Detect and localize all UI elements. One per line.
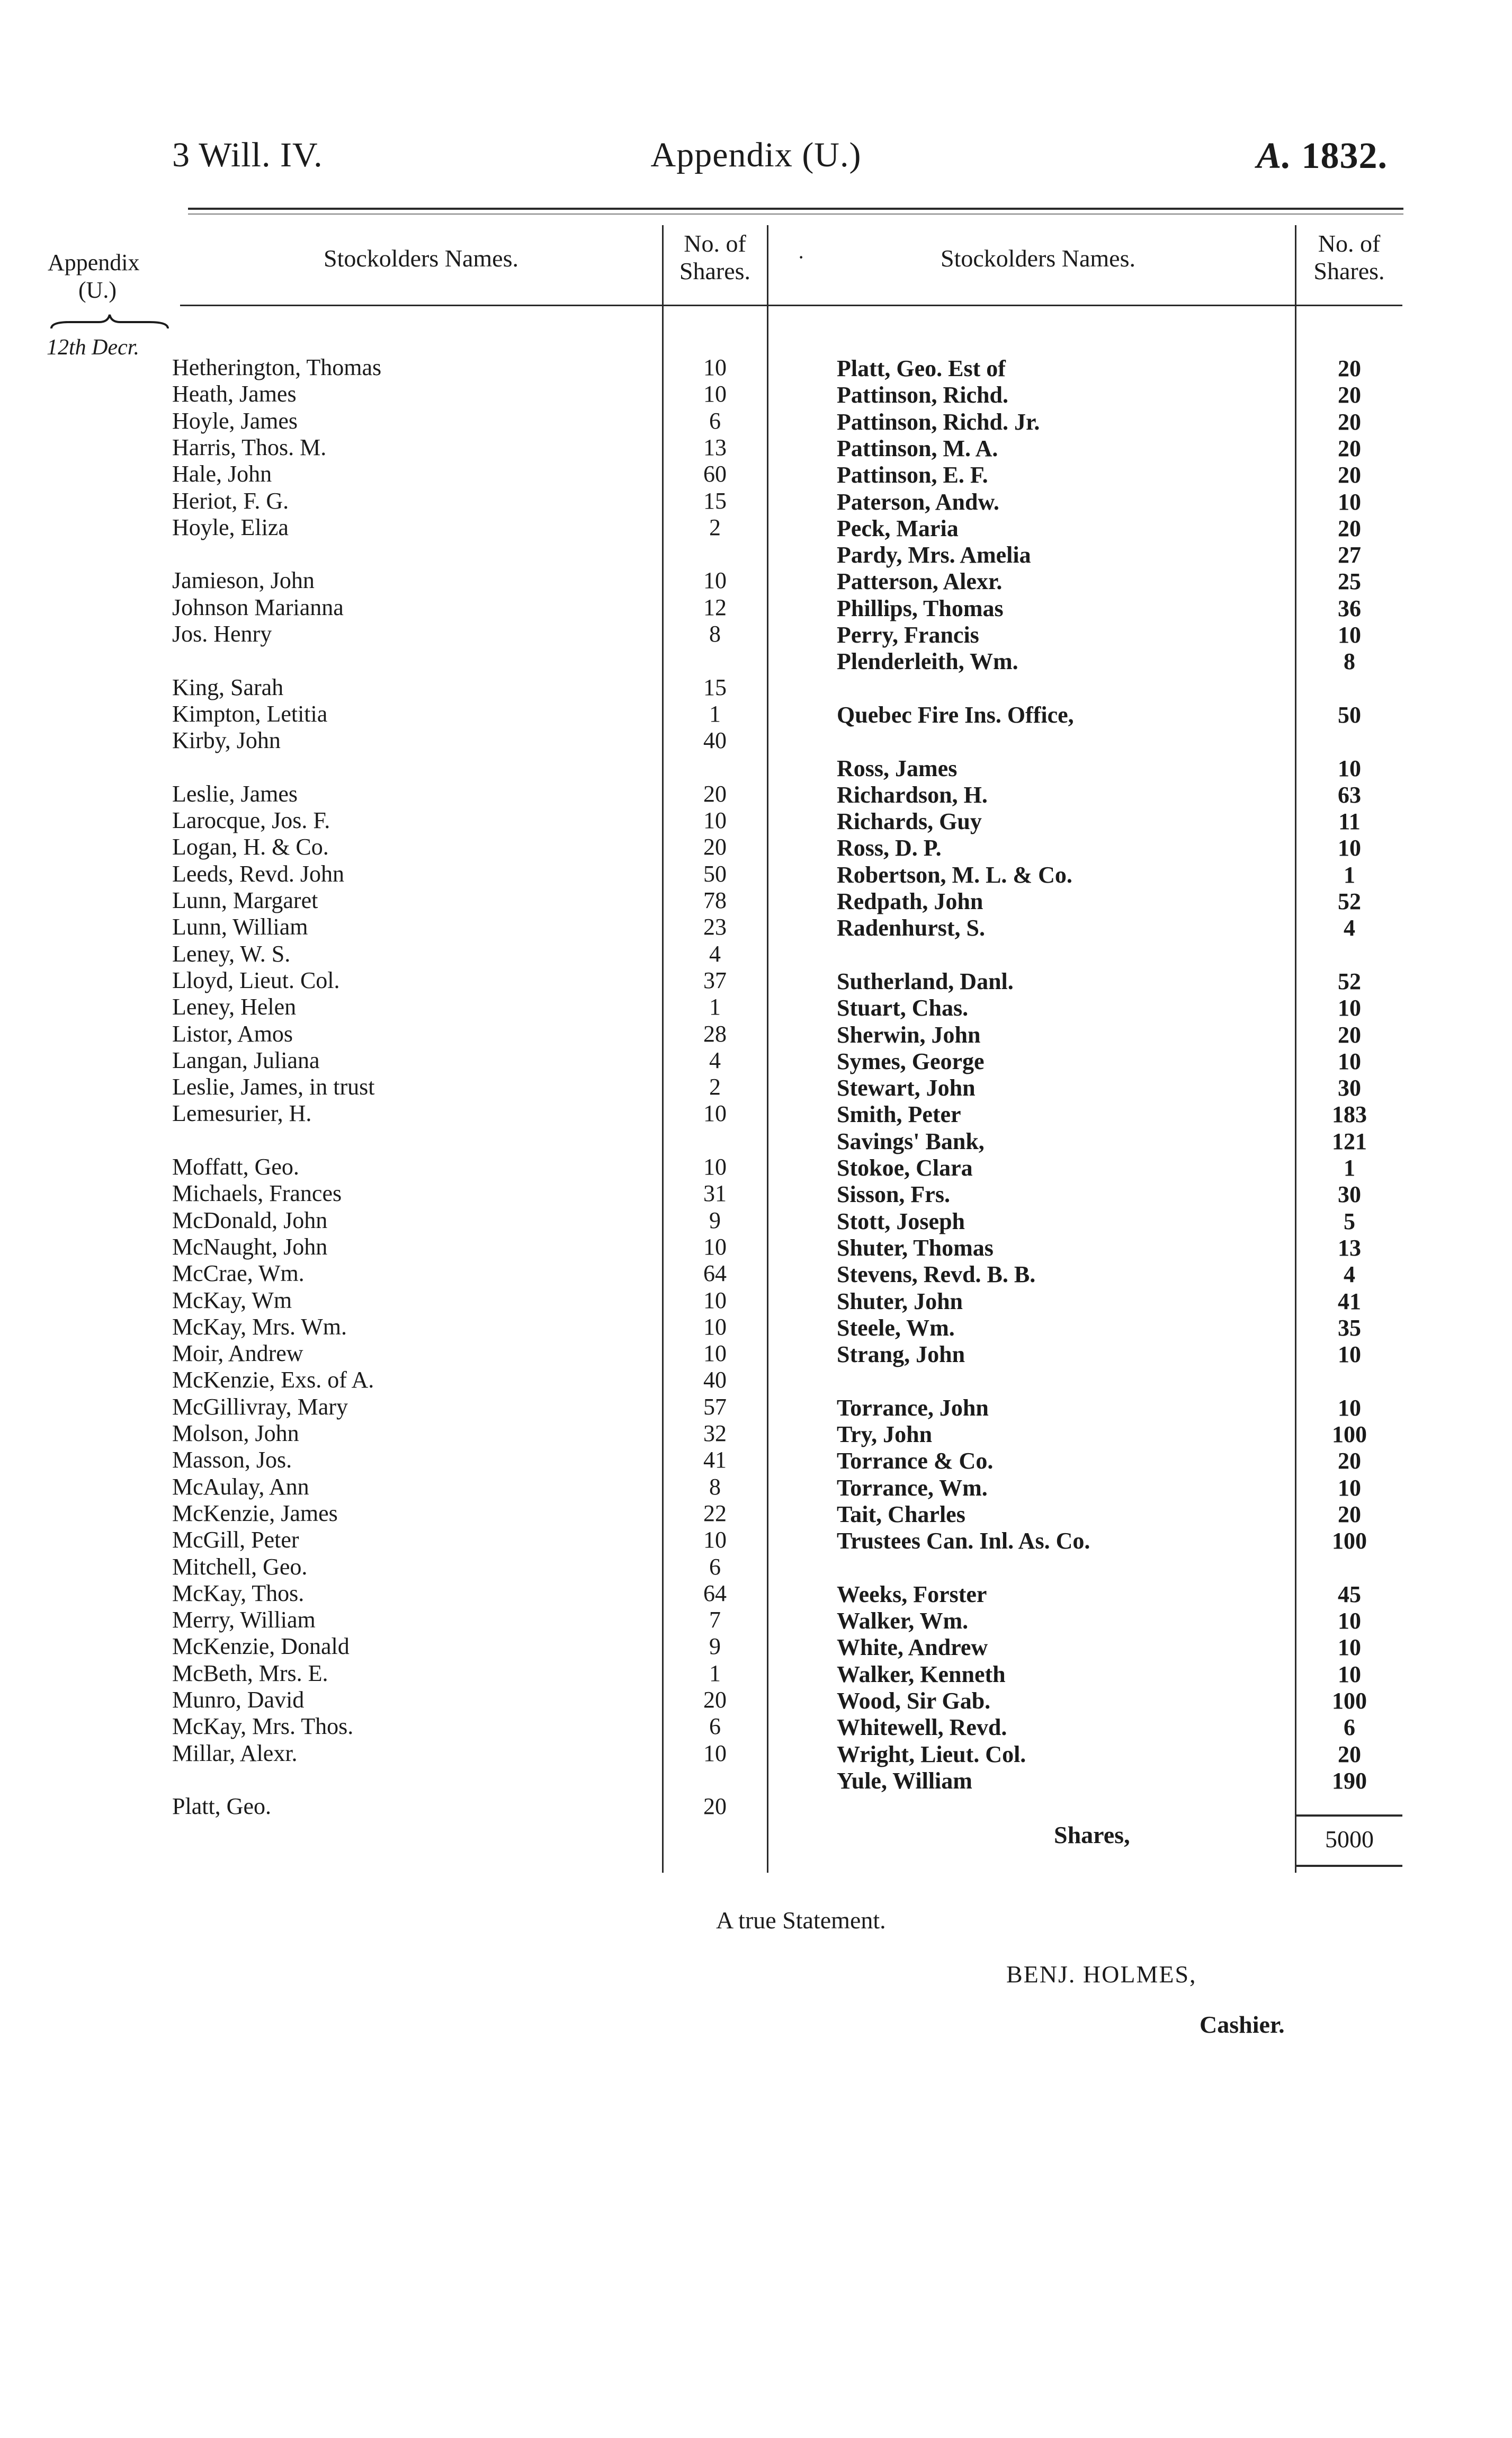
statement-text: A true Statement. <box>716 1907 886 1934</box>
left-stockholder-name: Leslie, James <box>172 780 298 807</box>
col-header-shares-right: No. of Shares. <box>1313 230 1385 284</box>
left-stockholder-shares: 20 <box>703 780 727 807</box>
right-stockholder-shares: 30 <box>1338 1181 1361 1208</box>
left-stockholder-name: McKay, Wm <box>172 1287 292 1313</box>
left-stockholder-shares: 10 <box>703 1527 727 1553</box>
right-stockholder-shares: 20 <box>1338 355 1361 381</box>
left-stockholder-name: McAulay, Ann <box>172 1473 309 1500</box>
right-stockholder-shares: 1 <box>1344 861 1355 888</box>
left-stockholder-shares: 1 <box>709 1660 721 1686</box>
left-stockholder-shares: 64 <box>703 1260 727 1287</box>
right-stockholder-shares: 52 <box>1338 968 1361 994</box>
left-stockholder-shares: 1 <box>709 994 721 1020</box>
col-header-shares-left: No. of Shares. <box>679 230 751 284</box>
right-stockholder-name: Platt, Geo. Est of <box>837 355 1006 381</box>
right-stockholder-name: Richardson, H. <box>837 781 988 808</box>
total-rule-top <box>1296 1814 1402 1817</box>
right-stockholder-name: Phillips, Thomas <box>837 595 1004 621</box>
left-stockholder-name: McDonald, John <box>172 1207 328 1233</box>
right-stockholder-shares: 4 <box>1344 915 1355 941</box>
left-stockholder-name: Leney, W. S. <box>172 940 291 967</box>
left-stockholder-name: Moffatt, Geo. <box>172 1154 299 1180</box>
left-stockholder-name: Moir, Andrew <box>172 1340 303 1367</box>
left-stockholder-name: McKenzie, Donald <box>172 1633 350 1660</box>
right-stockholder-name: Robertson, M. L. & Co. <box>837 861 1072 888</box>
left-stockholder-shares: 57 <box>703 1393 727 1420</box>
right-stockholder-name: Torrance & Co. <box>837 1448 994 1474</box>
right-stockholder-shares: 52 <box>1338 888 1361 914</box>
left-stockholder-shares: 10 <box>703 1287 727 1313</box>
left-stockholder-name: Hetherington, Thomas <box>172 354 382 380</box>
header-session: 3 Will. IV. <box>172 136 323 174</box>
right-stockholder-shares: 45 <box>1338 1581 1361 1607</box>
left-stockholder-shares: 4 <box>709 1047 721 1073</box>
left-stockholder-shares: 7 <box>709 1607 721 1633</box>
right-stockholder-name: Wood, Sir Gab. <box>837 1688 991 1714</box>
left-stockholder-shares: 31 <box>703 1180 727 1207</box>
right-stockholder-shares: 10 <box>1338 488 1361 515</box>
left-stockholder-shares: 9 <box>709 1207 721 1233</box>
right-stockholder-name: Yule, William <box>837 1767 972 1794</box>
right-stockholder-name: Quebec Fire Ins. Office, <box>837 701 1074 728</box>
header-year <box>1257 135 1388 177</box>
right-stockholder-name: Pattinson, Richd. <box>837 382 1008 408</box>
left-stockholder-shares: 15 <box>703 674 727 700</box>
left-stockholder-shares: 6 <box>709 1553 721 1580</box>
right-stockholder-name: Pattinson, E. F. <box>837 462 988 488</box>
left-stockholder-name: Heriot, F. G. <box>172 487 289 514</box>
margin-appendix-letter: (U.) <box>78 277 117 303</box>
left-stockholder-name: Langan, Juliana <box>172 1047 320 1073</box>
col-header-dot: · <box>798 245 805 269</box>
left-stockholder-shares: 64 <box>703 1580 727 1606</box>
right-stockholder-shares: 20 <box>1338 1448 1361 1474</box>
right-stockholder-name: Stuart, Chas. <box>837 995 969 1021</box>
right-stockholder-name: Try, John <box>837 1421 933 1447</box>
right-stockholder-shares: 20 <box>1338 1021 1361 1048</box>
header-rule-right <box>767 305 1402 306</box>
left-stockholder-shares: 6 <box>709 1713 721 1740</box>
header-appendix-title: Appendix (U.) <box>650 136 862 174</box>
right-stockholder-shares: 20 <box>1338 462 1361 488</box>
left-stockholder-name: King, Sarah <box>172 674 284 700</box>
right-stockholder-name: Stewart, John <box>837 1075 976 1101</box>
left-stockholder-shares: 15 <box>703 487 727 514</box>
left-stockholder-shares: 37 <box>703 967 727 993</box>
right-stockholder-shares: 10 <box>1338 1048 1361 1074</box>
right-stockholder-name: Wright, Lieut. Col. <box>837 1741 1026 1767</box>
left-stockholder-name: Heath, James <box>172 381 297 407</box>
left-stockholder-name: Harris, Thos. M. <box>172 434 327 460</box>
right-stockholder-shares: 183 <box>1332 1101 1367 1128</box>
right-stockholder-shares: 1 <box>1344 1155 1355 1181</box>
right-stockholder-name: Trustees Can. Inl. As. Co. <box>837 1528 1090 1554</box>
right-stockholder-name: Pardy, Mrs. Amelia <box>837 542 1031 568</box>
right-stockholder-name: Symes, George <box>837 1048 985 1074</box>
left-stockholder-name: McKay, Mrs. Wm. <box>172 1313 347 1340</box>
left-stockholder-shares: 8 <box>709 1473 721 1500</box>
right-stockholder-shares: 10 <box>1338 622 1361 648</box>
margin-appendix-label: Appendix <box>48 250 140 275</box>
right-stockholder-name: Whitewell, Revd. <box>837 1714 1007 1741</box>
right-stockholder-name: Tait, Charles <box>837 1501 965 1527</box>
right-stockholder-name: Strang, John <box>837 1341 965 1368</box>
right-stockholder-shares: 10 <box>1338 1661 1361 1687</box>
left-stockholder-shares: 2 <box>709 1074 721 1100</box>
left-stockholder-name: Kirby, John <box>172 727 281 754</box>
right-stockholder-shares: 10 <box>1338 1394 1361 1421</box>
left-stockholder-shares: 12 <box>703 594 727 620</box>
left-stockholder-shares: 1 <box>709 700 721 727</box>
left-stockholder-shares: 6 <box>709 407 721 434</box>
right-stockholder-shares: 20 <box>1338 435 1361 461</box>
left-stockholder-name: Larocque, Jos. F. <box>172 807 330 834</box>
right-stockholder-shares: 20 <box>1338 408 1361 435</box>
left-stockholder-shares: 10 <box>703 1340 727 1367</box>
right-stockholder-name: Steele, Wm. <box>837 1314 955 1341</box>
header-year-number: 1832. <box>1301 136 1388 176</box>
right-stockholder-name: Stokoe, Clara <box>837 1155 973 1181</box>
header-year-letter: A. <box>1256 136 1292 176</box>
col-header-names-right: Stockolders Names. <box>941 245 1135 272</box>
right-stockholder-name: Sutherland, Danl. <box>837 968 1014 994</box>
left-stockholder-shares: 78 <box>703 887 727 913</box>
left-stockholder-name: McKay, Thos. <box>172 1580 305 1606</box>
right-stockholder-name: Walker, Wm. <box>837 1608 969 1634</box>
right-stockholder-name: Richards, Guy <box>837 808 982 835</box>
right-stockholder-shares: 25 <box>1338 568 1361 595</box>
left-stockholder-name: McGillivray, Mary <box>172 1393 348 1420</box>
total-value: 5000 <box>1325 1826 1374 1853</box>
right-stockholder-shares: 190 <box>1332 1767 1367 1794</box>
left-stockholder-name: Jamieson, John <box>172 567 315 594</box>
right-stockholder-name: Torrance, John <box>837 1394 989 1421</box>
right-stockholder-shares: 10 <box>1338 1608 1361 1634</box>
left-stockholder-shares: 20 <box>703 1793 727 1820</box>
left-stockholder-shares: 10 <box>703 567 727 594</box>
left-stockholder-name: Leeds, Revd. John <box>172 860 345 887</box>
left-stockholder-name: Logan, H. & Co. <box>172 834 329 860</box>
left-stockholder-shares: 10 <box>703 1313 727 1340</box>
right-stockholder-name: Perry, Francis <box>837 622 979 648</box>
top-rule-thin <box>188 213 1403 215</box>
right-stockholder-name: Savings' Bank, <box>837 1128 985 1154</box>
right-stockholder-shares: 13 <box>1338 1234 1361 1261</box>
right-stockholder-shares: 6 <box>1344 1714 1355 1741</box>
right-stockholder-name: Sherwin, John <box>837 1021 981 1048</box>
right-stockholder-shares: 10 <box>1338 1634 1361 1661</box>
left-stockholder-shares: 10 <box>703 1154 727 1180</box>
right-stockholder-shares: 100 <box>1332 1688 1367 1714</box>
right-stockholder-name: Pattinson, M. A. <box>837 435 998 461</box>
right-stockholder-shares: 30 <box>1338 1075 1361 1101</box>
left-stockholder-shares: 10 <box>703 354 727 380</box>
left-stockholder-name: Lunn, William <box>172 914 308 940</box>
header-rule-left <box>180 305 767 306</box>
left-stockholder-shares: 32 <box>703 1420 727 1446</box>
left-stockholder-shares: 10 <box>703 1233 727 1260</box>
right-stockholder-shares: 121 <box>1332 1128 1367 1154</box>
left-stockholder-shares: 40 <box>703 727 727 754</box>
left-stockholder-shares: 40 <box>703 1367 727 1393</box>
right-stockholder-shares: 4 <box>1344 1261 1355 1288</box>
right-stockholder-name: Radenhurst, S. <box>837 915 985 941</box>
right-stockholder-name: Paterson, Andw. <box>837 488 999 515</box>
left-stockholder-name: Munro, David <box>172 1687 305 1713</box>
right-stockholder-shares: 10 <box>1338 835 1361 861</box>
right-stockholder-name: Torrance, Wm. <box>837 1474 988 1501</box>
left-stockholder-shares: 13 <box>703 434 727 460</box>
left-stockholder-name: Hoyle, James <box>172 407 298 434</box>
right-stockholder-name: White, Andrew <box>837 1634 988 1661</box>
left-stockholder-name: Leney, Helen <box>172 994 297 1020</box>
right-stockholder-name: Stott, Joseph <box>837 1208 965 1234</box>
left-stockholder-shares: 4 <box>709 940 721 967</box>
left-stockholder-name: Mitchell, Geo. <box>172 1553 308 1580</box>
left-stockholder-name: Lloyd, Lieut. Col. <box>172 967 340 993</box>
left-stockholder-shares: 22 <box>703 1500 727 1526</box>
right-stockholder-shares: 20 <box>1338 1741 1361 1767</box>
left-stockholder-name: Merry, William <box>172 1607 316 1633</box>
left-stockholder-name: Platt, Geo. <box>172 1793 271 1820</box>
left-stockholder-shares: 10 <box>703 1740 727 1766</box>
right-stockholder-name: Pattinson, Richd. Jr. <box>837 408 1040 435</box>
right-stockholder-shares: 10 <box>1338 995 1361 1021</box>
right-stockholder-name: Sisson, Frs. <box>837 1181 950 1208</box>
margin-brace-icon <box>49 313 171 334</box>
left-stockholder-shares: 23 <box>703 914 727 940</box>
right-stockholder-shares: 50 <box>1338 701 1361 728</box>
total-label: Shares, <box>1054 1821 1130 1848</box>
left-stockholder-name: Hale, John <box>172 461 272 487</box>
left-stockholder-name: Hoyle, Eliza <box>172 514 289 540</box>
right-stockholder-name: Weeks, Forster <box>837 1581 987 1607</box>
left-stockholder-name: Lemesurier, H. <box>172 1100 312 1127</box>
right-stockholder-shares: 20 <box>1338 382 1361 408</box>
right-stockholder-name: Walker, Kenneth <box>837 1661 1006 1687</box>
right-stockholder-shares: 20 <box>1338 515 1361 541</box>
vrule-center <box>767 225 768 1873</box>
vrule-left-shares-start <box>662 225 664 1873</box>
left-stockholder-name: McBeth, Mrs. E. <box>172 1660 328 1686</box>
left-stockholder-name: Jos. Henry <box>172 621 272 647</box>
left-stockholder-name: Listor, Amos <box>172 1020 293 1047</box>
left-stockholder-shares: 28 <box>703 1020 727 1047</box>
left-stockholder-name: Millar, Alexr. <box>172 1740 298 1766</box>
right-stockholder-shares: 5 <box>1344 1208 1355 1234</box>
right-stockholder-shares: 100 <box>1332 1528 1367 1554</box>
right-stockholder-shares: 10 <box>1338 755 1361 781</box>
left-stockholder-shares: 10 <box>703 1100 727 1127</box>
right-stockholder-name: Shuter, Thomas <box>837 1234 994 1261</box>
left-stockholder-shares: 20 <box>703 834 727 860</box>
left-stockholder-name: Lunn, Margaret <box>172 887 318 913</box>
top-rule <box>188 208 1403 210</box>
left-stockholder-name: Johnson Marianna <box>172 594 344 620</box>
right-stockholder-name: Shuter, John <box>837 1288 963 1314</box>
signatory-name: BENJ. HOLMES, <box>1006 1961 1197 1988</box>
left-stockholder-name: Leslie, James, in trust <box>172 1074 375 1100</box>
right-stockholder-name: Redpath, John <box>837 888 983 914</box>
right-stockholder-shares: 10 <box>1338 1474 1361 1501</box>
left-stockholder-shares: 10 <box>703 381 727 407</box>
left-stockholder-shares: 41 <box>703 1447 727 1473</box>
margin-date: 12th Decr. <box>47 335 139 360</box>
left-stockholder-name: McKenzie, James <box>172 1500 338 1526</box>
left-stockholder-shares: 8 <box>709 621 721 647</box>
left-stockholder-name: McKenzie, Exs. of A. <box>172 1367 374 1393</box>
left-stockholder-shares: 9 <box>709 1633 721 1660</box>
right-stockholder-name: Peck, Maria <box>837 515 959 541</box>
left-stockholder-name: Masson, Jos. <box>172 1447 292 1473</box>
left-stockholder-shares: 50 <box>703 860 727 887</box>
left-stockholder-shares: 20 <box>703 1687 727 1713</box>
right-stockholder-shares: 10 <box>1338 1341 1361 1368</box>
right-stockholder-name: Plenderleith, Wm. <box>837 648 1018 675</box>
left-stockholder-name: McKay, Mrs. Thos. <box>172 1713 354 1740</box>
total-rule-bottom <box>1296 1865 1402 1867</box>
left-stockholder-shares: 60 <box>703 461 727 487</box>
right-stockholder-name: Smith, Peter <box>837 1101 961 1128</box>
right-stockholder-shares: 100 <box>1332 1421 1367 1447</box>
right-stockholder-shares: 8 <box>1344 648 1355 675</box>
signatory-title: Cashier. <box>1200 2011 1285 2038</box>
col-header-names-left: Stockolders Names. <box>324 245 518 272</box>
right-stockholder-shares: 35 <box>1338 1314 1361 1341</box>
right-stockholder-name: Ross, D. P. <box>837 835 942 861</box>
right-stockholder-shares: 63 <box>1338 781 1361 808</box>
left-stockholder-name: McGill, Peter <box>172 1527 299 1553</box>
right-stockholder-shares: 27 <box>1338 542 1361 568</box>
right-stockholder-shares: 36 <box>1338 595 1361 621</box>
right-stockholder-shares: 11 <box>1338 808 1361 835</box>
right-stockholder-shares: 20 <box>1338 1501 1361 1527</box>
left-stockholder-name: Kimpton, Letitia <box>172 700 328 727</box>
left-stockholder-name: McCrae, Wm. <box>172 1260 305 1287</box>
left-stockholder-shares: 10 <box>703 807 727 834</box>
left-stockholder-shares: 2 <box>709 514 721 540</box>
left-stockholder-name: Michaels, Frances <box>172 1180 342 1207</box>
right-stockholder-name: Ross, James <box>837 755 958 781</box>
right-stockholder-name: Stevens, Revd. B. B. <box>837 1261 1036 1288</box>
right-stockholder-name: Patterson, Alexr. <box>837 568 1003 595</box>
right-stockholder-shares: 41 <box>1338 1288 1361 1314</box>
left-stockholder-name: McNaught, John <box>172 1233 328 1260</box>
left-stockholder-name: Molson, John <box>172 1420 299 1446</box>
